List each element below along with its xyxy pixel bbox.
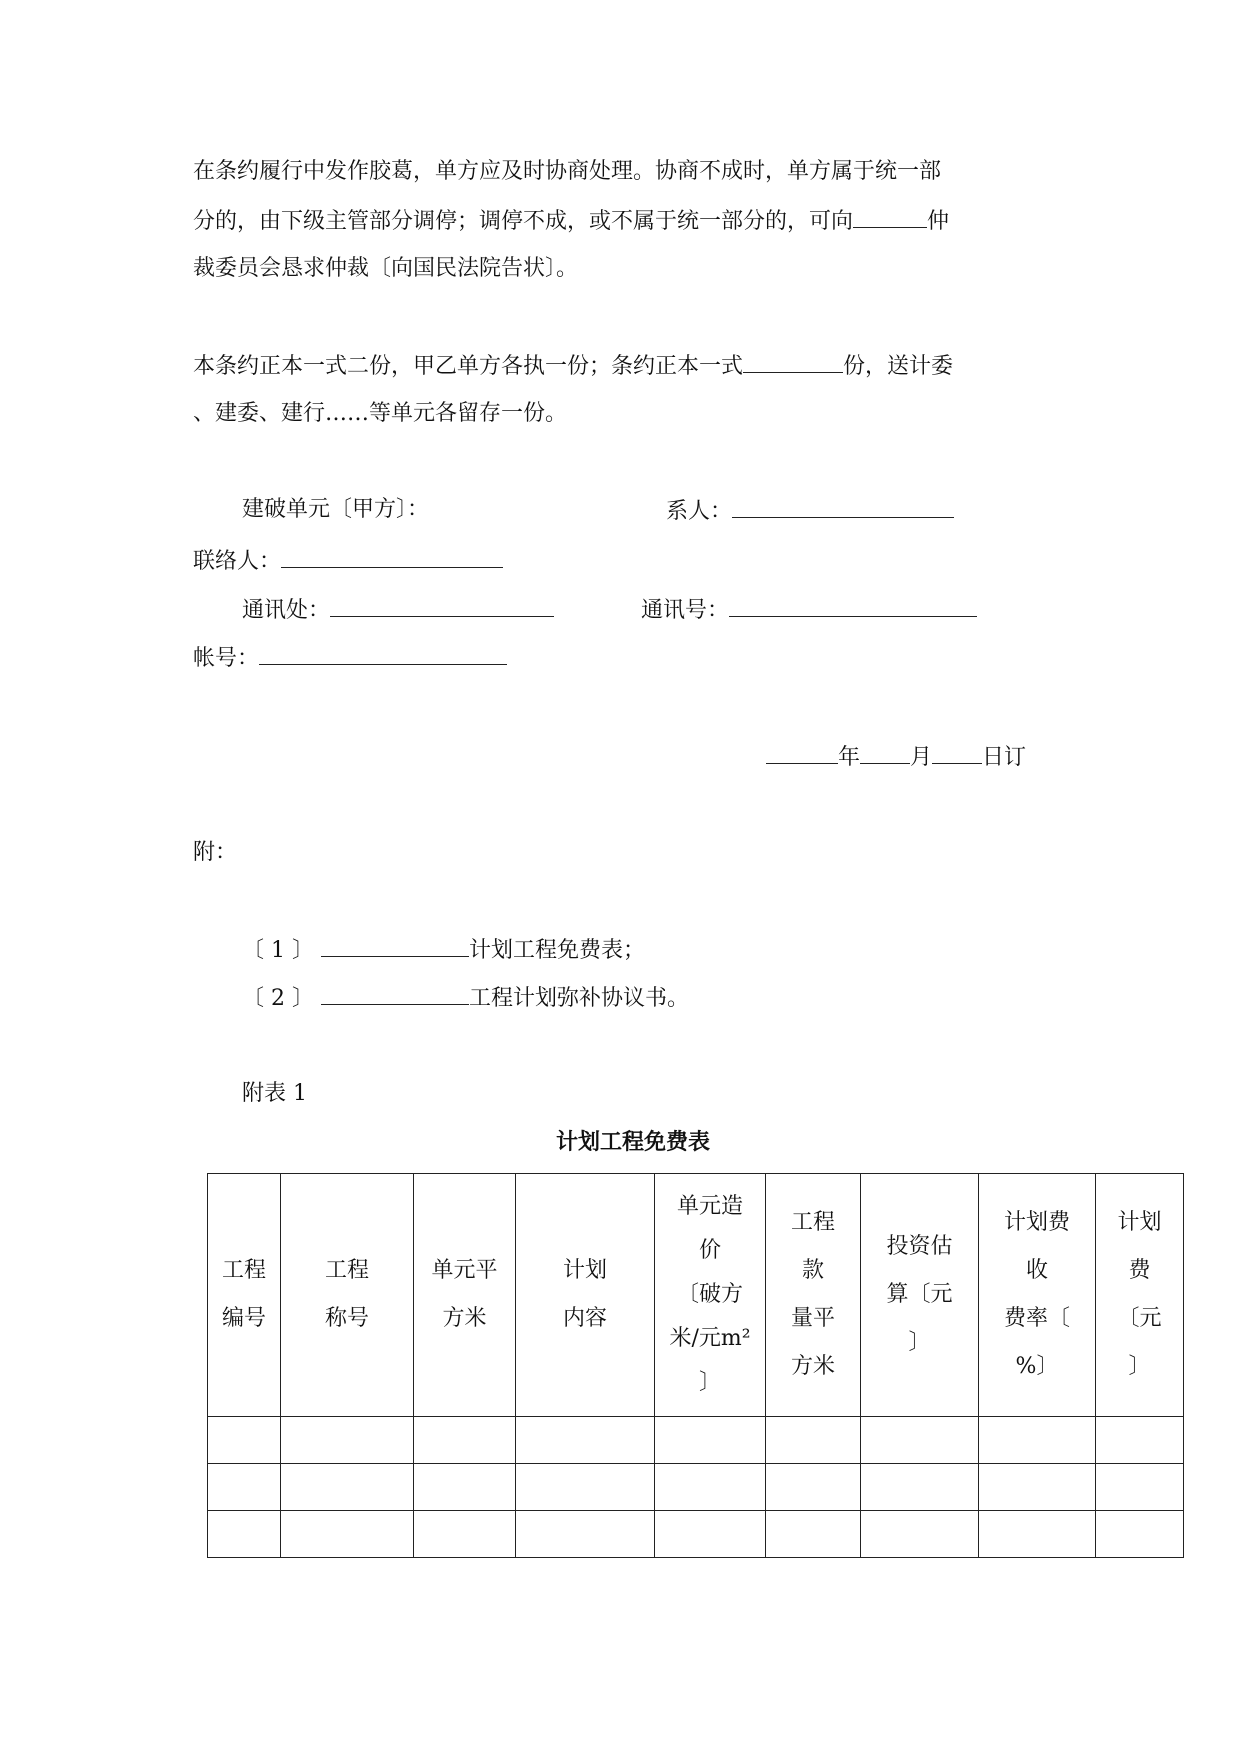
copies-line-1-end: 份，送计委 [843,354,954,379]
copies-count-blank[interactable] [743,354,843,373]
header-cell: 工程 款 量平 方米 [766,1174,861,1417]
table-cell[interactable] [655,1464,766,1511]
dispute-line-2-end: 仲 [927,209,950,234]
contact-row-2 [193,549,503,573]
year-label: 年 [838,745,861,770]
table-cell[interactable] [516,1464,655,1511]
arbitration-blank[interactable] [853,209,927,228]
dispute-line-2 [193,209,949,233]
table-row [208,1511,1184,1558]
attach-item-2-text: 工程计划弥补协议书。 [468,986,689,1011]
year-blank[interactable] [766,745,838,764]
attach-label: 附： [193,840,238,865]
date-line [766,745,1026,769]
table-row [208,1417,1184,1464]
address-label: 通讯处： [242,598,331,623]
dispute-line-3: 裁委员会恳求仲裁〔向国民法院告状〕。 [193,256,579,281]
table-cell[interactable] [208,1417,281,1464]
table-cell[interactable] [655,1511,766,1558]
table-cell[interactable] [1096,1511,1184,1558]
phone-label: 通讯号： [641,598,730,623]
header-cell: 工程 称号 [281,1174,414,1417]
attach-item-1 [242,938,645,962]
contact-field-2[interactable] [281,549,503,568]
dispute-line-1: 在条约履行中发作胶葛，单方应及时协商处理。协商不成时，单方属于统一部 [193,159,942,184]
table-cell[interactable] [281,1417,414,1464]
table-cell[interactable] [861,1417,979,1464]
account-field[interactable] [259,646,507,665]
attach-item-2 [242,986,689,1010]
table-cell[interactable] [208,1464,281,1511]
header-cell: 工程 编号 [208,1174,281,1417]
table-row [208,1464,1184,1511]
table-cell[interactable] [766,1464,861,1511]
table-cell[interactable] [1096,1464,1184,1511]
contact-field-1[interactable] [732,499,954,518]
table-cell[interactable] [766,1417,861,1464]
copies-line-1-text: 本条约正本一式二份，甲乙单方各执一份；条约正本一式 [193,354,744,379]
fee-table [207,1173,1184,1558]
attach-item-1-text: 计划工程免费表； [468,938,645,963]
table-cell[interactable] [516,1417,655,1464]
account-label: 帐号： [193,646,260,671]
table-cell[interactable] [979,1511,1096,1558]
table-cell[interactable] [766,1511,861,1558]
address-row [242,598,554,622]
month-label: 月 [910,745,933,770]
table-cell[interactable] [861,1511,979,1558]
header-cell: 单元造 价 〔破方 米/元m² 〕 [655,1174,766,1417]
phone-field[interactable] [729,598,977,617]
table-cell[interactable] [281,1464,414,1511]
attach-item-1-blank[interactable] [321,938,469,957]
phone-row [641,598,977,622]
table-header-row [208,1174,1184,1417]
account-row [193,646,507,670]
contact-label-2: 联络人： [193,549,282,574]
day-label: 日订 [982,745,1027,770]
unit-label: 建破单元〔甲方〕： [242,497,430,522]
header-cell: 计划 内容 [516,1174,655,1417]
day-blank[interactable] [932,745,982,764]
table-cell[interactable] [281,1511,414,1558]
table-cell[interactable] [414,1464,516,1511]
contact-label-1: 系人： [666,499,733,524]
table-cell[interactable] [516,1511,655,1558]
table-cell[interactable] [414,1511,516,1558]
header-cell: 单元平 方米 [414,1174,516,1417]
table-cell[interactable] [414,1417,516,1464]
table-cell[interactable] [655,1417,766,1464]
appendix-label: 附表 1 [242,1081,307,1106]
table-cell[interactable] [1096,1417,1184,1464]
dispute-line-2-text: 分的，由下级主管部分调停；调停不成，或不属于统一部分的，可向 [193,209,854,234]
contact-row-1 [666,499,954,523]
copies-line-2: 、建委、建行……等单元各留存一份。 [193,401,568,426]
table-cell[interactable] [979,1464,1096,1511]
month-blank[interactable] [860,745,910,764]
appendix-title: 计划工程免费表 [556,1129,711,1155]
attach-item-2-blank[interactable] [321,986,469,1005]
copies-line-1 [193,354,953,378]
header-cell: 计划 费 〔元 〕 [1096,1174,1184,1417]
table-cell[interactable] [979,1417,1096,1464]
attach-item-1-num: 〔 1 〕 [242,938,314,963]
header-cell: 计划费 收 费率〔 %〕 [979,1174,1096,1417]
table-cell[interactable] [208,1511,281,1558]
address-field[interactable] [330,598,554,617]
table-cell[interactable] [861,1464,979,1511]
header-cell: 投资估 算〔元 〕 [861,1174,979,1417]
attach-item-2-num: 〔 2 〕 [242,986,314,1011]
